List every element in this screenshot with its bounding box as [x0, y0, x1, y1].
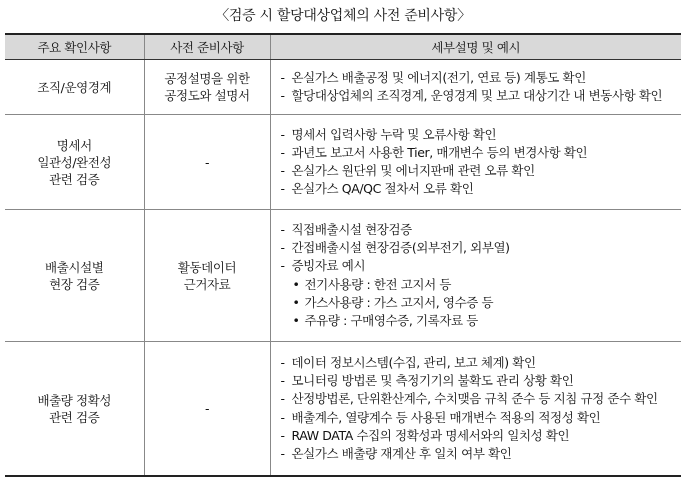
detail-text: 데이터 정보시스템(수집, 관리, 보고 체계) 확인 — [291, 354, 536, 370]
prep-cell — [144, 342, 270, 477]
detail-item — [281, 390, 676, 408]
detail-text: 온실가스 QA/QC 절차서 오류 확인 — [291, 181, 474, 197]
detail-text: 간접배출시설 현장검증(외부전기, 외부열) — [291, 240, 510, 256]
header-advance-prep: 사전 준비사항 — [144, 34, 270, 60]
dash-mark: - — [280, 181, 285, 197]
detail-item — [281, 409, 676, 427]
detail-item — [281, 162, 676, 180]
dash-mark: - — [280, 144, 285, 160]
detail-item — [281, 69, 676, 87]
dash-mark: - — [280, 88, 285, 103]
prep-cell — [144, 115, 270, 210]
prep-line: 활동데이터 — [177, 259, 237, 275]
dash-mark: - — [280, 221, 285, 237]
key-item-cell — [5, 342, 144, 477]
detail-text: 배출계수, 열량계수 등 사용된 매개변수 적용의 적정성 확인 — [291, 409, 601, 425]
bullet-mark: • — [292, 276, 300, 292]
bullet-mark: • — [292, 294, 300, 310]
detail-text: 증빙자료 예시 — [291, 258, 366, 274]
detail-text: 온실가스 원단위 및 에너지판매 관련 오류 확인 — [291, 163, 535, 178]
table-row — [5, 342, 681, 477]
dash-mark: - — [280, 69, 285, 85]
header-key-item: 주요 확인사항 — [5, 34, 144, 60]
detail-text: 할당대상업체의 조직경계, 운영경계 및 보고 대상기간 내 변동사항 확인 — [291, 88, 663, 103]
prep-cell — [144, 60, 270, 115]
detail-text: 온실가스 배출공정 및 에너지(전기, 연료 등) 계통도 확인 — [291, 69, 586, 85]
table-row — [5, 210, 681, 342]
dash-mark: - — [280, 373, 285, 389]
detail-text: 산정방법론, 단위환산계수, 수치맺음 규칙 준수 등 지침 규정 준수 확인 — [291, 391, 658, 407]
detail-item — [281, 354, 676, 372]
detail-text: 과년도 보고서 사용한 Tier, 매개변수 등의 변경사항 확인 — [291, 144, 588, 160]
header-row — [5, 34, 681, 60]
dash-mark: - — [280, 427, 285, 443]
key-item-line: 관련 검증 — [49, 409, 100, 425]
prep-cell — [144, 210, 270, 342]
detail-cell — [270, 342, 681, 477]
key-item-cell — [5, 115, 144, 210]
sub-detail-text: 전기사용량 : 한전 고지서 등 — [304, 276, 452, 292]
detail-item — [281, 257, 676, 275]
dash-mark: - — [280, 240, 285, 256]
dash-mark: - — [280, 126, 285, 142]
detail-item — [281, 144, 676, 162]
dash-mark: - — [280, 391, 285, 407]
detail-item — [281, 180, 676, 198]
key-item-line: 배출량 정확성 — [37, 392, 112, 408]
dash-mark: - — [280, 409, 285, 425]
key-item-cell — [5, 210, 144, 342]
detail-item — [281, 126, 676, 144]
prep-line: 공정설명을 위한 — [164, 71, 250, 86]
key-item-line: 일관성/완전성 — [37, 154, 112, 170]
verification-prep-table — [5, 33, 681, 477]
detail-item — [281, 427, 676, 445]
detail-cell — [270, 115, 681, 210]
key-item-cell — [5, 60, 144, 115]
dash-mark: - — [280, 163, 285, 178]
detail-item — [281, 445, 676, 463]
detail-item — [281, 221, 676, 239]
sub-detail-text: 가스사용량 : 가스 고지서, 영수증 등 — [304, 294, 494, 310]
detail-cell — [270, 60, 681, 115]
table-row — [5, 115, 681, 210]
sub-detail-item — [281, 312, 676, 330]
sub-detail-item — [281, 294, 676, 312]
prep-line: 근거자료 — [183, 276, 231, 292]
prep-line: 공정도와 설명서 — [164, 88, 250, 103]
header-detail-examples: 세부설명 및 예시 — [270, 34, 681, 60]
detail-text: 명세서 입력사항 누락 및 오류사항 확인 — [291, 126, 497, 142]
table-row — [5, 60, 681, 115]
detail-item — [281, 372, 676, 390]
key-item-line: 명세서 — [56, 137, 92, 153]
key-item-line: 현장 검증 — [49, 276, 100, 292]
detail-text: RAW DATA 수집의 정확성과 명세서와의 일치성 확인 — [291, 427, 570, 443]
table-caption: 〈검증 시 할당대상업체의 사전 준비사항〉 — [215, 8, 471, 24]
key-item-line: 조직/운영경계 — [37, 79, 112, 95]
sub-detail-item — [281, 276, 676, 294]
detail-text: 직접배출시설 현장검증 — [291, 221, 412, 237]
dash-mark: - — [280, 354, 285, 370]
prep-line: - — [204, 154, 210, 170]
bullet-mark: • — [292, 312, 300, 328]
dash-mark: - — [280, 258, 285, 274]
key-item-line: 관련 검증 — [49, 171, 100, 187]
detail-text: 온실가스 배출량 재계산 후 일치 여부 확인 — [291, 445, 512, 461]
detail-cell — [270, 210, 681, 342]
detail-text: 모니터링 방법론 및 측정기기의 불확도 관리 상황 확인 — [291, 373, 574, 389]
detail-item — [281, 87, 676, 105]
dash-mark: - — [280, 445, 285, 461]
prep-line: - — [204, 401, 210, 416]
key-item-line: 배출시설별 — [45, 259, 104, 275]
sub-detail-text: 주유량 : 구매영수증, 기록자료 등 — [304, 312, 478, 328]
detail-item — [281, 239, 676, 257]
